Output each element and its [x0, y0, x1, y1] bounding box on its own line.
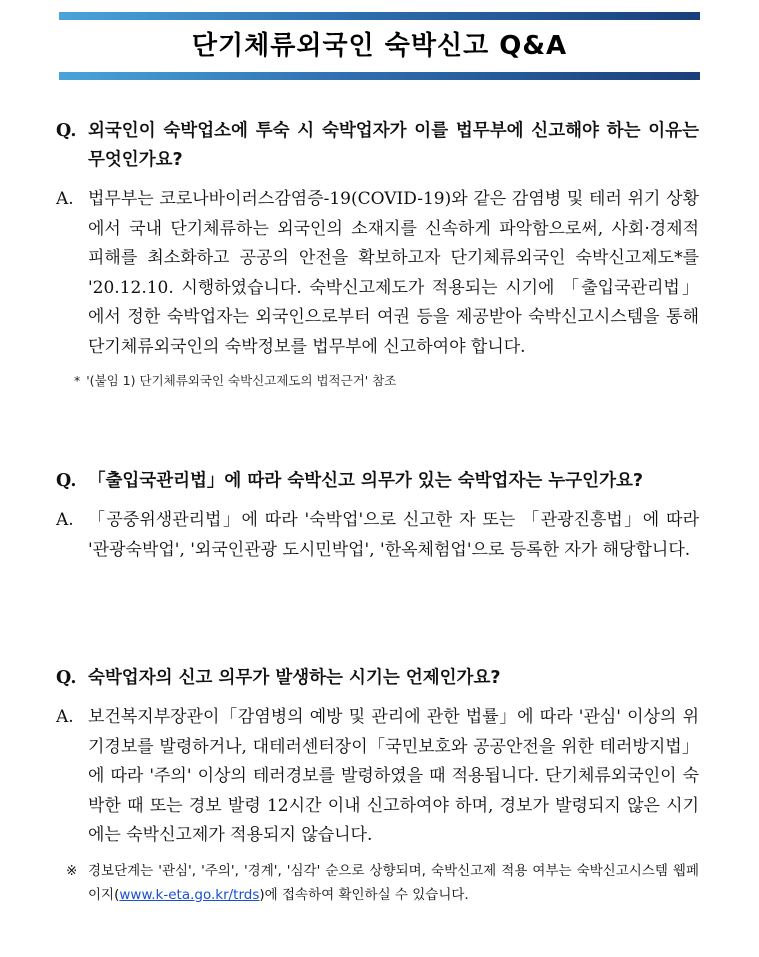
k-eta-link[interactable]: www.k-eta.go.kr/trds: [119, 886, 260, 903]
answer-row: [56, 703, 699, 851]
reference-text-before: 경보단계는 '관심', '주의', '경계', '심각' 순으로 상향되며, 숙박신고제 적용 여부는 숙박신고시스템 웹페이지(: [88, 862, 699, 903]
question-prefix: Q.: [56, 121, 77, 141]
question-row: [56, 467, 699, 496]
question-text: 숙박업자의 신고 의무가 발생하는 시기는 언제인가요?: [88, 668, 501, 688]
answer-row: [56, 185, 699, 362]
reference-note: [56, 859, 699, 907]
answer-text: 법무부는 코로나바이러스감염증-19(COVID-19)와 같은 감염병 및 테러 위기 상황에서 국내 단기체류하는 외국인의 소재지를 신속하게 파악함으로써, 사회·경제적 피해를 최소화하고 공공의 안전을 확보하고자 단기체류외국인 숙박신고제도*를 '20.12.10. 시행하였습니다. 숙박신고제도가 적용되는 시기에 「출입국관리법」에서 정한 숙박업자는 외국인으로부터 여권 등을 제공받아 숙박신고시스템을 통해 단기체류외국인의 숙박정보를 법무부에 신고하여야 합니다.: [88, 189, 699, 357]
answer-prefix: A.: [56, 707, 74, 727]
question-row: [56, 117, 699, 175]
question-prefix: Q.: [56, 668, 77, 688]
question-text: 「출입국관리법」에 따라 숙박신고 의무가 있는 숙박업자는 누구인가요?: [88, 471, 644, 491]
header-top-bar: [59, 12, 700, 20]
answer-text: 보건복지부장관이「감염병의 예방 및 관리에 관한 법률」에 따라 '관심' 이상의 위기경보를 발령하거나, 대테러센터장이「국민보호와 공공안전을 위한 테러방지법」에 따라 '주의' 이상의 테러경보를 발령하였을 때 적용됩니다. 단기체류외국인이 숙박한 때 또는 경보 발령 12시간 이내 신고하여야 하며, 경보가 발령되지 않은 시기에는 숙박신고제가 적용되지 않습니다.: [88, 707, 699, 845]
answer-prefix: A.: [56, 510, 74, 530]
reference-mark: ※: [66, 862, 78, 879]
footnote-mark: *: [74, 373, 81, 388]
answer-prefix: A.: [56, 189, 74, 209]
page-title: 단기체류외국인 숙박신고 Q&A: [191, 31, 568, 61]
reference-text-after: )에 접속하여 확인하실 수 있습니다.: [259, 886, 469, 903]
footnote: [56, 370, 699, 392]
question-prefix: Q.: [56, 471, 77, 491]
qa-item-1: [56, 117, 699, 392]
answer-text: 「공중위생관리법」에 따라 '숙박업'으로 신고한 자 또는 「관광진흥법」에 따라 '관광숙박업', '외국인관광 도시민박업', '한옥체험업'으로 등록한 자가 해당합니다.: [88, 510, 699, 560]
header-bottom-bar: [59, 72, 700, 80]
qa-item-3: [56, 664, 699, 907]
reference-text: [88, 859, 699, 907]
answer-row: [56, 506, 699, 565]
footnote-text: '(붙임 1) 단기체류외국인 숙박신고제도의 법적근거' 참조: [86, 373, 397, 388]
question-row: [56, 664, 699, 693]
qa-item-2: [56, 467, 699, 565]
question-text: 외국인이 숙박업소에 투숙 시 숙박업자가 이를 법무부에 신고해야 하는 이유는 무엇인가요?: [88, 121, 699, 170]
